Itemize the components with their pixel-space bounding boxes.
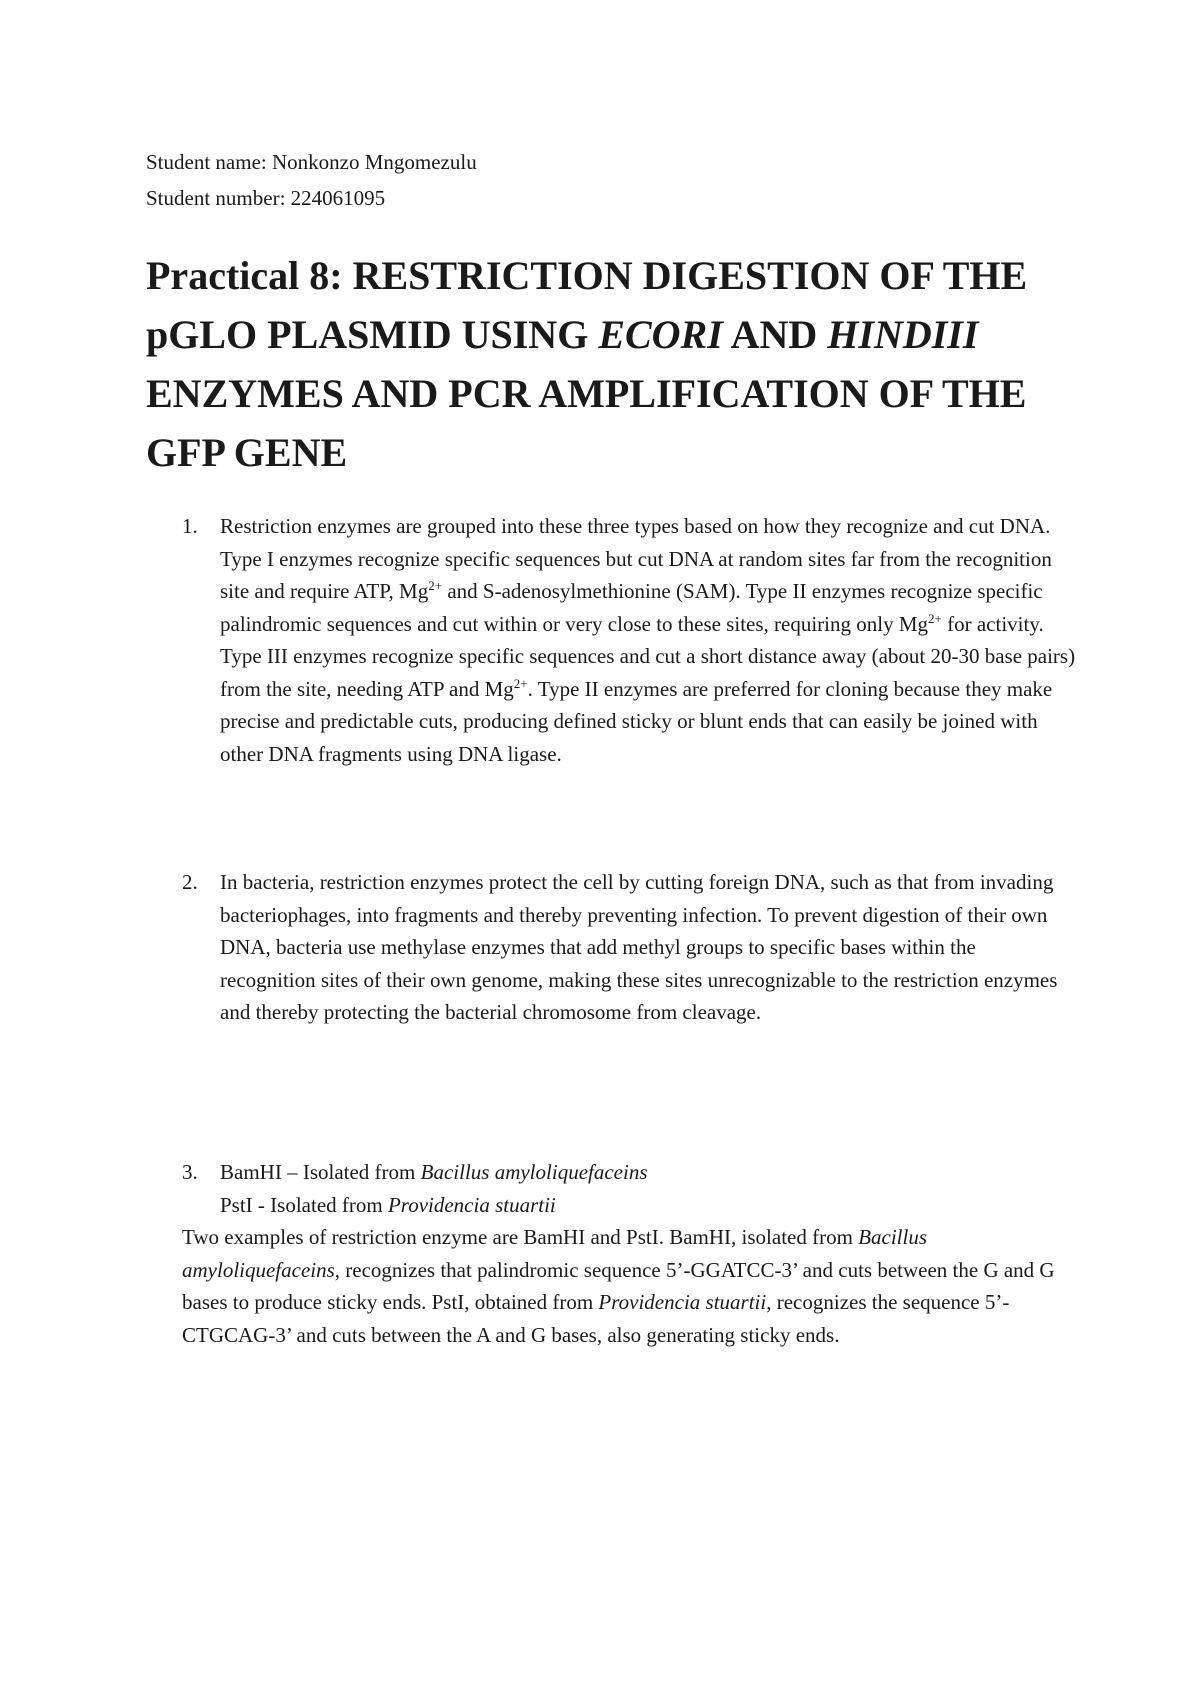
title-part1: Practical 8: RESTRICTION DIGESTION OF THE pGLO PLASMID USING <box>146 253 1028 357</box>
answer-1-number: 1. <box>182 514 198 538</box>
title-part2: ENZYMES AND PCR AMPLIFICATION OF THE GFP GENE <box>146 371 1027 475</box>
practical-title <box>146 246 1076 482</box>
answer-3-species-2: Providencia stuartii <box>598 1290 767 1314</box>
psti-source-label: PstI - Isolated from <box>220 1192 388 1217</box>
answer-3 <box>146 1156 1076 1351</box>
answer-2 <box>146 866 1076 1029</box>
bamhi-source-line <box>220 1156 1076 1189</box>
answer-1-text-c: for activity. Type III enzymes recognize specific sequences and cut a short distance away (about 20-30 base pairs) from the site, needing ATP and Mg <box>220 611 1076 701</box>
psti-species: Providencia stuartii <box>387 1192 556 1217</box>
answer-1-text-b: and S-adenosylmethionine (SAM). Type II enzymes recognize specific palindromic sequences and cut within or very close to these sites, requiring only Mg <box>220 579 1043 636</box>
bamhi-species: Bacillus amyloliquefaceins <box>420 1160 648 1184</box>
answer-3-text-a: Two examples of restriction enzyme are BamHI and PstI. BamHI, isolated from <box>182 1225 859 1249</box>
student-name: Student name: Nonkonzo Mngomezulu <box>146 150 477 174</box>
psti-source-line <box>220 1189 1076 1222</box>
student-info <box>146 144 477 216</box>
answer-1-text-d: . Type II enzymes are preferred for cloning because they make precise and predictable cuts, producing defined sticky or blunt ends that can easily be joined with other DNA fragments using DNA ligase. <box>220 676 1053 766</box>
student-number: Student number: 224061095 <box>146 186 386 210</box>
answer-1-text-a: Restriction enzymes are grouped into these three types based on how they recognize and cut DNA. Type I enzymes recognize specific sequences but cut DNA at random sites far from the recognition site and require ATP, Mg <box>220 514 1052 603</box>
answer-3-number: 3. <box>182 1160 198 1184</box>
answer-3-species-1: Bacillus amyloliquefaceins <box>182 1225 928 1282</box>
mg-charge-1: 2+ <box>428 578 443 593</box>
mg-charge-3: 2+ <box>513 675 528 691</box>
answer-1 <box>146 510 1076 770</box>
title-enzyme-ecori: ECORI <box>598 312 723 357</box>
answer-3-text-c: , recognizes the sequence 5’-CTGCAG-3’ and cuts between the A and G bases, also generating sticky ends. <box>182 1290 1010 1347</box>
answer-1-text <box>220 510 1076 770</box>
bamhi-source-label: BamHI – Isolated from <box>220 1160 421 1184</box>
mg-charge-2: 2+ <box>928 610 942 626</box>
title-and: AND <box>722 312 828 357</box>
answer-2-text: In bacteria, restriction enzymes protect the cell by cutting foreign DNA, such as that from invading bacteriophages, into fragments and thereby preventing infection. To prevent digestion of their own DNA, bacteria use methylase enzymes that add methyl groups to specific bases within the recognition sites of their own genome, making these sites unrecognizable to the restriction enzymes and thereby protecting the bacterial chromosome from cleavage. <box>220 870 1058 1024</box>
answer-3-paragraph <box>182 1221 1076 1351</box>
answer-2-number: 2. <box>182 870 198 894</box>
answer-3-text-b: , recognizes that palindromic sequence 5’-GGATCC-3’ and cuts between the G and G bases to produce sticky ends. PstI, obtained from <box>182 1257 1055 1314</box>
title-enzyme-hindiii: HINDIII <box>827 312 979 357</box>
